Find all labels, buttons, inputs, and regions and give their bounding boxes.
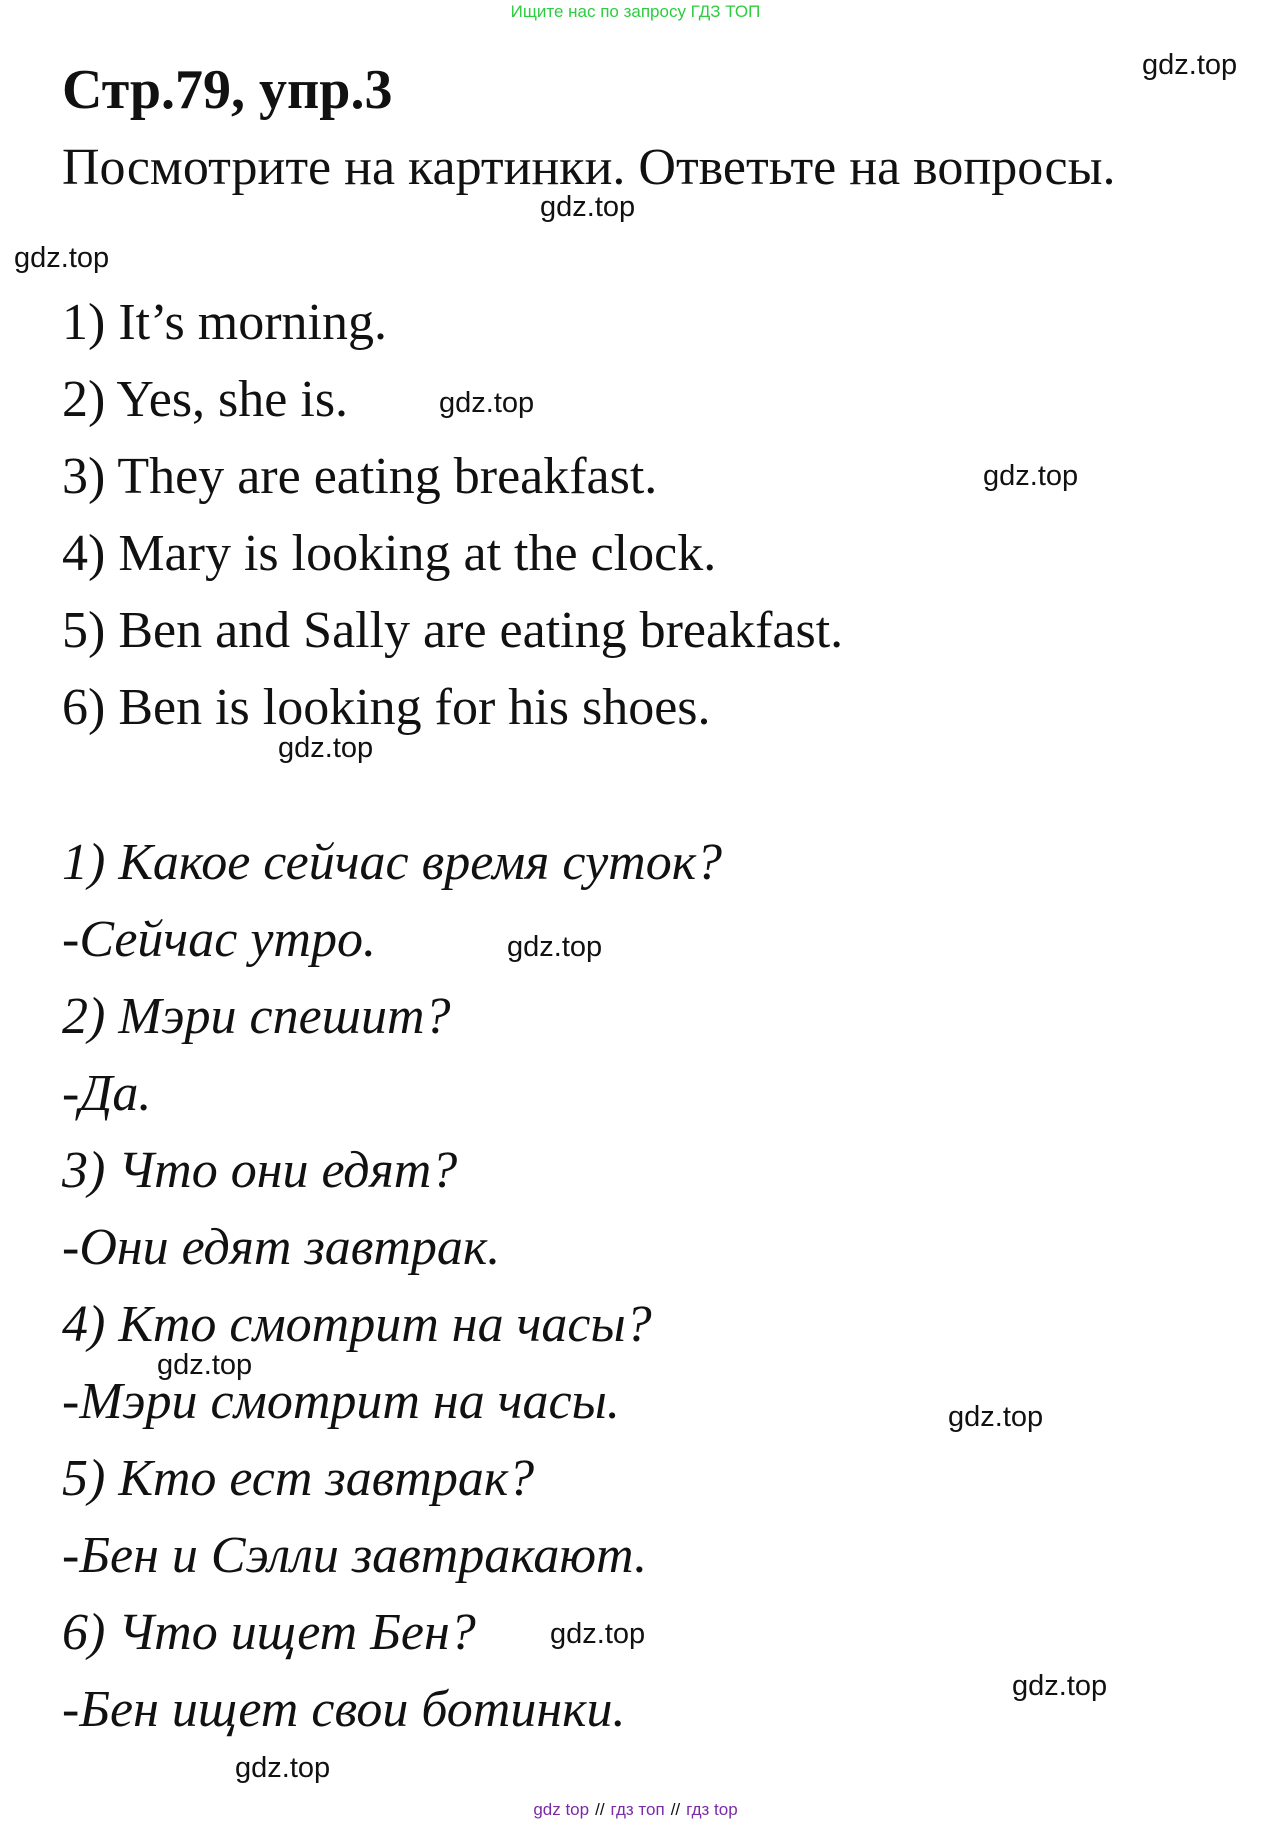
footer-links [0, 1800, 1271, 1820]
watermark: gdz.top [540, 191, 636, 223]
footer-separator: // [670, 1800, 681, 1819]
translation-question: 6) Что ищет Бен? [62, 1604, 476, 1661]
translation-answer: -Они едят завтрак. [62, 1219, 501, 1276]
footer-link[interactable]: гдз топ [610, 1800, 665, 1819]
watermark: gdz.top [157, 1349, 253, 1381]
translation-question: 5) Кто ест завтрак? [62, 1450, 535, 1507]
answer-line: 1) It’s morning. [62, 294, 387, 351]
watermark: gdz.top [948, 1401, 1044, 1433]
watermark: gdz.top [550, 1618, 646, 1650]
watermark: gdz.top [1012, 1670, 1108, 1702]
answer-line: 3) They are eating breakfast. [62, 448, 658, 505]
answer-line: 4) Mary is looking at the clock. [62, 525, 717, 582]
translation-answer: -Сейчас утро. [62, 911, 376, 968]
watermark: gdz.top [1142, 49, 1238, 81]
footer-link[interactable]: гдз top [686, 1800, 738, 1819]
translation-question: 4) Кто смотрит на часы? [62, 1296, 652, 1353]
translation-question: 2) Мэри спешит? [62, 988, 451, 1045]
watermark: gdz.top [439, 387, 535, 419]
watermark: gdz.top [278, 732, 374, 764]
top-banner: Ищите нас по запросу ГДЗ ТОП [510, 2, 761, 21]
answer-line: 6) Ben is looking for his shoes. [62, 679, 711, 736]
footer-separator: // [595, 1800, 605, 1819]
answer-line: 2) Yes, she is. [62, 371, 349, 428]
watermark: gdz.top [14, 242, 110, 274]
exercise-instruction: Посмотрите на картинки. Ответьте на вопросы. [62, 139, 1116, 196]
translation-answer: -Да. [62, 1065, 152, 1122]
translation-answer: -Мэри смотрит на часы. [62, 1373, 620, 1430]
page-title: Стр.79, упр.3 [62, 59, 393, 121]
translation-answer: -Бен ищет свои ботинки. [62, 1681, 626, 1738]
footer-link[interactable]: gdz top [533, 1800, 590, 1819]
watermark: gdz.top [983, 460, 1079, 492]
translation-answer: -Бен и Сэлли завтракают. [62, 1527, 648, 1584]
watermark: gdz.top [507, 931, 603, 963]
translation-question: 3) Что они едят? [62, 1142, 458, 1199]
watermark: gdz.top [235, 1752, 331, 1784]
answer-line: 5) Ben and Sally are eating breakfast. [62, 602, 844, 659]
translation-question: 1) Какое сейчас время суток? [62, 834, 723, 891]
